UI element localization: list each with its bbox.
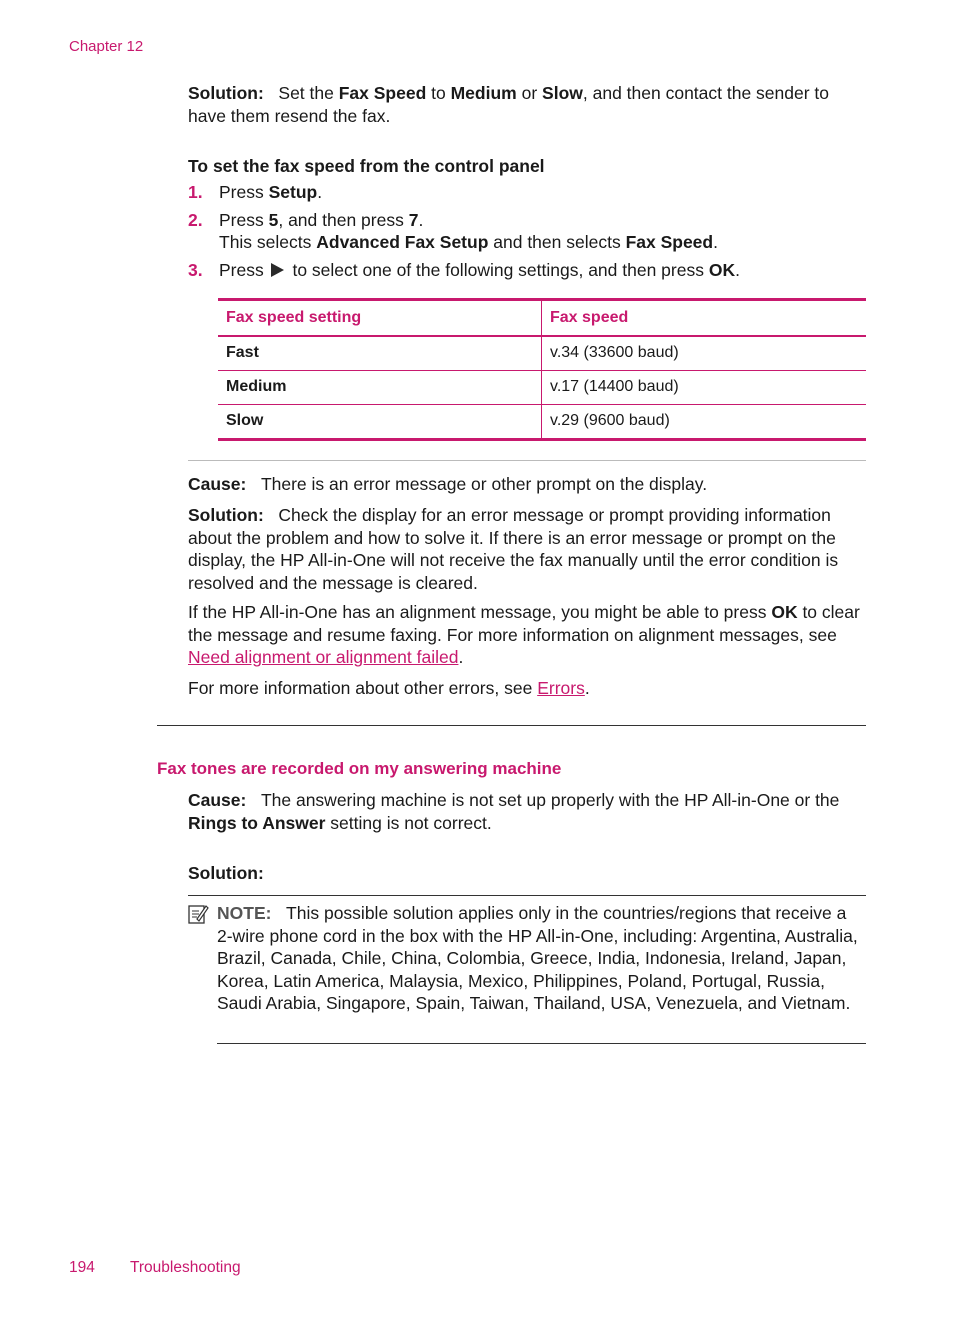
- table-row: [218, 371, 866, 405]
- page-number: 194: [69, 1259, 95, 1276]
- solution-label: Solution:: [188, 863, 264, 883]
- note-box: [217, 902, 865, 1015]
- step-3: 3. Press to select one of the following settings, and then press OK.: [188, 259, 740, 280]
- cell-setting: Fast: [218, 336, 542, 371]
- table-header-row: [218, 300, 866, 337]
- alignment-paragraph: If the HP All-in-One has an alignment message, you might be able to press OK to clear the message and resume faxing. For more information on alignment messages, see Need alignment or alignment failed.: [188, 602, 860, 667]
- fax-speed-table: [218, 298, 866, 441]
- alignment-link[interactable]: Need alignment or alignment failed: [188, 647, 459, 667]
- note-bottom-rule: [217, 1043, 866, 1044]
- chapter-header: Chapter 12: [69, 38, 144, 55]
- note-text: This possible solution applies only in the countries/regions that receive a 2-wire phone cord in the box with the HP All-in-One, including: Argentina, Australia, Brazil, Canada, Chile, China, Colombia, Greece, India, Indonesia, Ireland, Japan, Korea, Latin America, Malaysia, Mexico, Philippines, Poland, Portugal, Russia, Saudi Arabia, Singapore, Spain, Taiwan, Thailand, USA, Venezuela, and Vietnam.: [217, 903, 858, 1013]
- cell-setting: Slow: [218, 405, 542, 440]
- table-row: [218, 336, 866, 371]
- right-arrow-icon: [269, 262, 285, 278]
- cell-setting: Medium: [218, 371, 542, 405]
- note-top-rule: [188, 895, 866, 896]
- cell-speed: v.29 (9600 baud): [550, 412, 670, 430]
- procedure-title: To set the fax speed from the control panel: [188, 156, 545, 176]
- errors-link[interactable]: Errors: [537, 678, 585, 698]
- solution-error-message: Solution: Check the display for an error message or prompt providing information about the problem and how to solve it. If there is an error message or prompt on the display, the HP All-in-One will not receive the fax manually until the error condition is resolved and the message is cleared.: [188, 505, 839, 593]
- section-heading: Fax tones are recorded on my answering machine: [157, 759, 562, 778]
- step-2: 2. Press 5, and then press 7. This selects Advanced Fax Setup and then selects Fax Speed.: [188, 209, 718, 252]
- note-icon: [187, 903, 209, 925]
- column-header-setting: Fax speed setting: [218, 300, 542, 337]
- solution-fax-speed: Solution: Set the Fax Speed to Medium or Slow, and then contact the sender to have them resend the fax.: [188, 83, 830, 126]
- note-label: NOTE:: [217, 903, 272, 923]
- cause-error-message: Cause: There is an error message or other prompt on the display.: [188, 474, 708, 494]
- section-divider: [157, 725, 866, 726]
- cell-speed: v.17 (14400 baud): [550, 378, 679, 396]
- table-row: [218, 405, 866, 440]
- divider: [188, 460, 866, 461]
- cause-answering-machine: Cause: The answering machine is not set up properly with the HP All-in-One or the Rings to Answer setting is not correct.: [188, 790, 840, 833]
- errors-paragraph: For more information about other errors, see Errors.: [188, 678, 590, 698]
- footer-section: Troubleshooting: [130, 1259, 241, 1276]
- column-header-speed: Fax speed: [550, 308, 629, 326]
- steps-list: [188, 181, 868, 281]
- step-1: 1. Press Setup.: [188, 182, 323, 202]
- cell-speed: v.34 (33600 baud): [550, 344, 679, 362]
